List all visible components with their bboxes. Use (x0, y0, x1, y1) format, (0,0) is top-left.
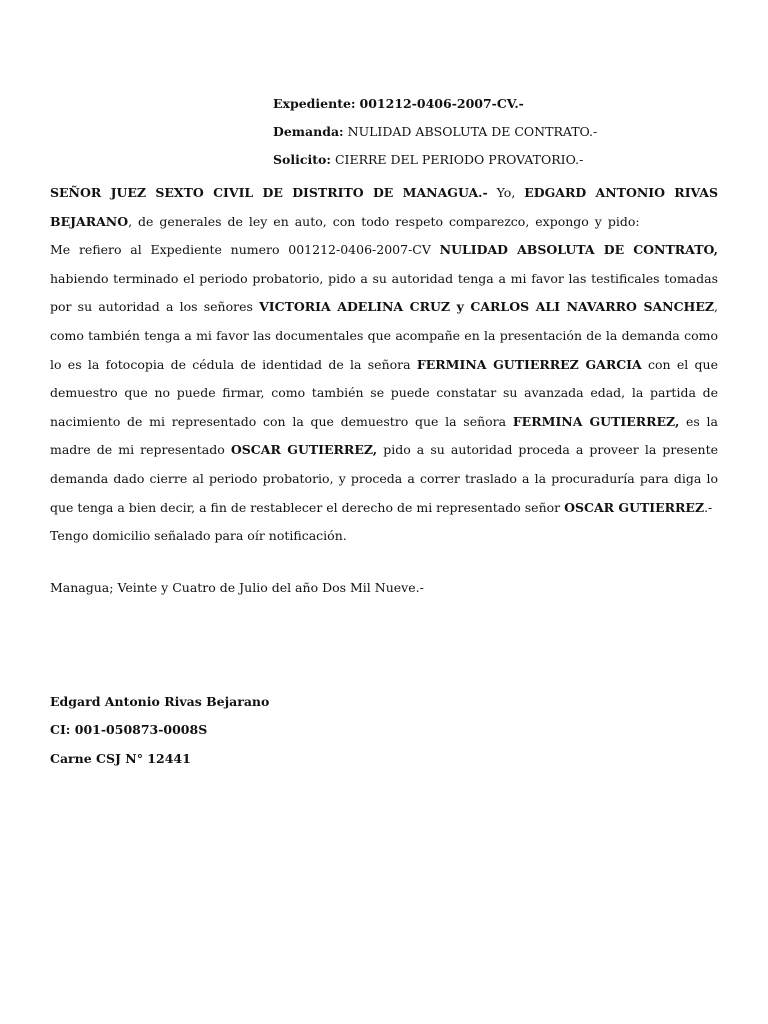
domicile-paragraph: Tengo domicilio señalado para oír notificación. (50, 528, 347, 544)
bold-text-run: SEÑOR JUEZ SEXTO CIVIL DE DISTRITO DE MANAGUA.- (50, 185, 488, 200)
expediente-value: 001212-0406-2007-CV.- (359, 96, 524, 111)
text-run: pido a su autoridad proceda a proveer la presente demanda dado cierre al periodo probatorio, y proceda a correr traslado a la procuraduría para diga lo que tenga a bien decir, a fin de restablecer el derecho de mi representado señor (50, 442, 719, 515)
text-run: con el que demuestro que no puede firmar, como también se puede constatar su avanzada edad, la partida de nacimiento de mi representado con la que demuestro que la señora (50, 356, 718, 429)
expediente-line (273, 96, 524, 112)
bold-text-run: EDGARD ANTONIO RIVAS BEJARANO (50, 185, 718, 229)
bold-text-run: FERMINA GUTIERREZ, (512, 413, 680, 429)
text-run: , de generales de ley en auto, con todo respeto comparezco, expongo y pido: (128, 213, 640, 229)
demanda-value: NULIDAD ABSOLUTA DE CONTRATO.- (347, 124, 598, 139)
text-run: habiendo terminado el periodo probatorio, pido a su autoridad tenga a mi favor las testificales tomadas por su autoridad a los señores (50, 270, 718, 315)
bold-text-run: OSCAR GUTIERREZ, (230, 442, 378, 458)
document-body (50, 179, 718, 551)
bold-text-run: FERMINA GUTIERREZ GARCIA (416, 356, 642, 372)
text-run: Me refiero al Expediente numero 001212-0406-2007-CV (50, 242, 440, 258)
opening-paragraph (50, 179, 718, 236)
date-line: Managua; Veinte y Cuatro de Julio del año Dos Mil Nueve.- (50, 580, 424, 595)
signature-carne: Carne CSJ N° 12441 (50, 751, 191, 766)
main-paragraph (50, 236, 718, 522)
demanda-line (273, 124, 597, 140)
solicito-line (273, 152, 583, 168)
solicito-label: Solicito: (273, 152, 331, 167)
bold-text-run: OSCAR GUTIERREZ (564, 499, 705, 515)
solicito-value: CIERRE DEL PERIODO PROVATORIO.- (334, 152, 584, 167)
bold-text-run: VICTORIA ADELINA CRUZ y CARLOS ALI NAVARRO SANCHEZ (259, 299, 715, 315)
text-run: es la madre de mi representado (50, 413, 718, 458)
demanda-label: Demanda: (273, 124, 344, 139)
text-run: , como también tenga a mi favor las documentales que acompañe en la presentación de la demanda como lo es la fotocopia de cédula de identidad de la señora (50, 299, 718, 372)
bold-text-run: NULIDAD ABSOLUTA DE CONTRATO, (439, 242, 719, 258)
text-run: Yo, (487, 185, 525, 200)
signature-name: Edgard Antonio Rivas Bejarano (50, 694, 270, 709)
expediente-label: Expediente: (273, 96, 356, 111)
text-run: .- (704, 499, 713, 515)
signature-ci: CI: 001-050873-0008S (50, 722, 208, 737)
